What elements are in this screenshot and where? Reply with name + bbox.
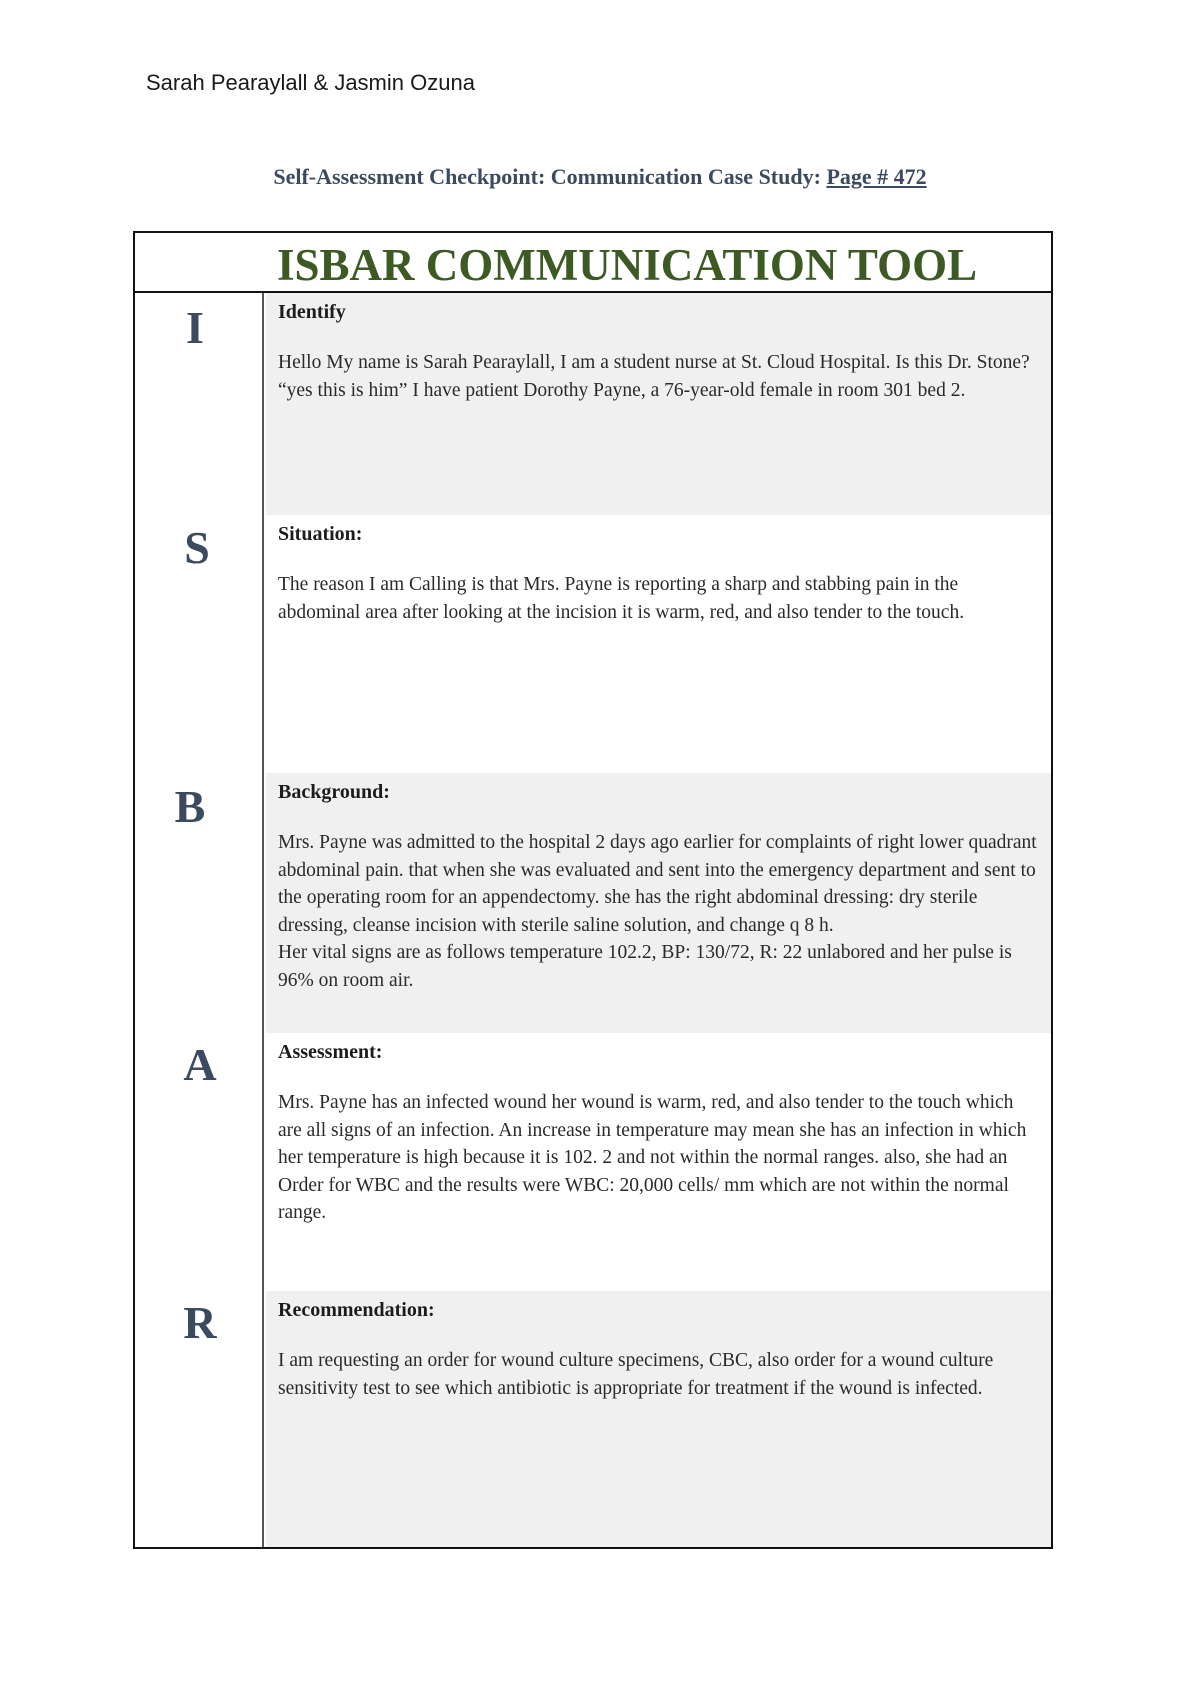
background-heading: Background: bbox=[278, 781, 390, 803]
background-row bbox=[266, 773, 1051, 1033]
assessment-heading: Assessment: bbox=[278, 1041, 383, 1063]
identify-heading: Identify bbox=[278, 301, 346, 323]
situation-row bbox=[266, 515, 1051, 773]
background-text: Mrs. Payne was admitted to the hospital 2 days ago earlier for complaints of right lower quadrant abdominal pain. that when she was evaluated and sent into the emergency department and sent to the operating room for an appendectomy. she has the right abdominal dressing: dry sterile dressing, cleanse incision with sterile saline solution, and change q 8 h. bbox=[278, 832, 1037, 936]
authors-line: Sarah Pearaylall & Jasmin Ozuna bbox=[146, 70, 475, 95]
identify-text: Hello My name is Sarah Pearaylall, I am a student nurse at St. Cloud Hospital. Is this Dr. Stone? “yes this is him” I have patient Dorothy Payne, a 76-year-old female in room 301 bed 2. bbox=[278, 352, 1030, 401]
background-vitals-text: Her vital signs are as follows temperature 102.2, BP: 130/72, R: 22 unlabored and her pulse is 96% on room air. bbox=[278, 942, 1012, 991]
letter-r: R bbox=[183, 1297, 217, 1348]
letter-b: B bbox=[174, 781, 206, 832]
situation-text: The reason I am Calling is that Mrs. Payne is reporting a sharp and stabbing pain in the abdominal area after looking at the incision it is warm, red, and also tender to the touch. bbox=[278, 574, 965, 623]
table-title: ISBAR COMMUNICATION TOOL bbox=[277, 240, 978, 290]
letter-s: S bbox=[184, 522, 210, 573]
document-subtitle bbox=[0, 164, 1200, 190]
letter-i: I bbox=[186, 302, 204, 353]
recommendation-text: I am requesting an order for wound culture specimens, CBC, also order for a wound culture sensitivity test to see which antibiotic is appropriate for treatment if the wound is infected. bbox=[278, 1350, 994, 1399]
recommendation-row bbox=[266, 1291, 1051, 1547]
letter-a: A bbox=[183, 1039, 217, 1090]
assessment-row bbox=[266, 1033, 1051, 1291]
subtitle-text: Self-Assessment Checkpoint: Communication Case Study: bbox=[273, 164, 827, 189]
assessment-text: Mrs. Payne has an infected wound her wound is warm, red, and also tender to the touch which are all signs of an infection. An increase in temperature may mean she has an infection in which her temperature is high because it is 102. 2 and not within the normal ranges. also, she had an Order for WBC and the results were WBC: 20,000 cells/ mm which are not within the normal range. bbox=[278, 1092, 1027, 1223]
page-reference: Page # 472 bbox=[826, 164, 927, 189]
recommendation-heading: Recommendation: bbox=[278, 1299, 435, 1321]
situation-heading: Situation: bbox=[278, 523, 363, 545]
table-title-cell bbox=[135, 233, 1051, 293]
letter-column bbox=[135, 293, 264, 1547]
identify-row bbox=[266, 293, 1051, 515]
isbar-table bbox=[133, 231, 1053, 1549]
